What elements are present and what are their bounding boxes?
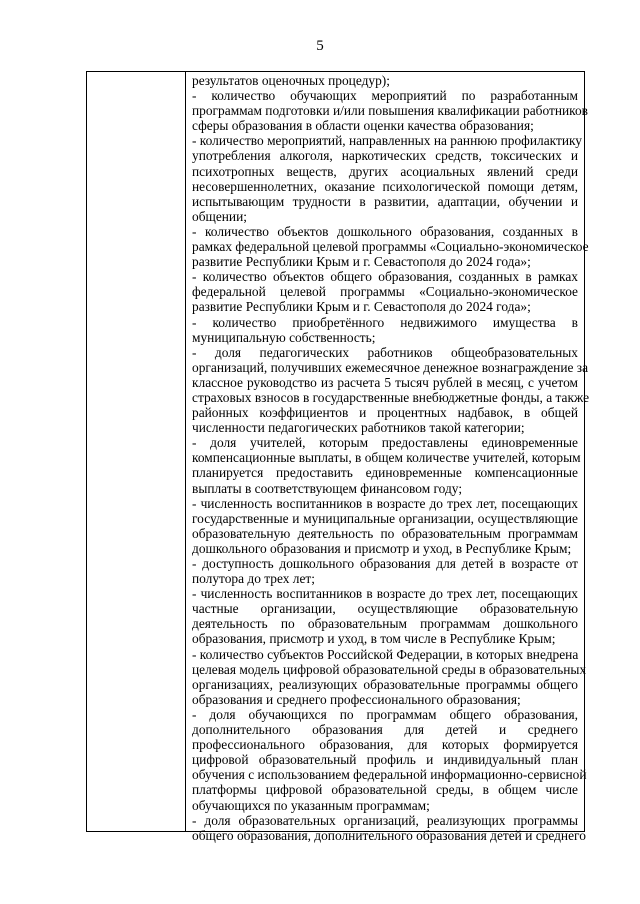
text-line: - количество мероприятий, направленных на раннюю профилактику bbox=[192, 133, 583, 149]
text-line: общении; bbox=[192, 208, 247, 224]
table-right-cell bbox=[186, 72, 590, 843]
text-line: государственные и муниципальные организации, осуществляющие bbox=[192, 510, 578, 526]
text-line: цифровой образовательный профиль и индивидуальный план bbox=[192, 752, 578, 768]
text-line: - доля обучающихся по программам общего образования, bbox=[192, 706, 578, 722]
text-line: планируется предоставить единовременные компенсационные bbox=[192, 465, 578, 481]
text-line: - доля педагогических работников общеобразовательных bbox=[192, 344, 578, 360]
document-table bbox=[86, 71, 590, 843]
text-line: результатов оценочных процедур); bbox=[192, 73, 390, 88]
text-line: полутора до трех лет; bbox=[192, 571, 315, 587]
text-line: развитие Республики Крым и г. Севастополя до 2024 года»; bbox=[192, 299, 531, 315]
text-line: платформы цифровой образовательной среды, в общем числе bbox=[192, 782, 578, 798]
page-number: 5 bbox=[316, 38, 324, 54]
text-line: классное руководство из расчета 5 тысяч рублей в месяц, с учетом bbox=[192, 374, 578, 390]
text-line: - количество объектов общего образования, созданных в рамках bbox=[192, 269, 578, 285]
text-line: - доля образовательных организаций, реализующих программы bbox=[192, 812, 578, 828]
text-line: употребления алкоголя, наркотических средств, токсических и bbox=[192, 148, 578, 164]
text-line: сферы образования в области оценки качества образования; bbox=[192, 118, 534, 134]
table-left-cell bbox=[87, 72, 186, 831]
text-line: муниципальную собственность; bbox=[192, 329, 376, 345]
text-line: частные организации, осуществляющие образовательную bbox=[192, 601, 578, 617]
text-line: компенсационные выплаты, в общем количестве учителей, которым bbox=[192, 450, 581, 466]
text-line: обучающихся по указанным программам; bbox=[192, 797, 430, 813]
text-line: - количество объектов дошкольного образования, созданных в bbox=[192, 223, 578, 239]
text-line: дополнительного образования для детей и среднего bbox=[192, 722, 578, 738]
text-line: деятельность по образовательным программам дошкольного bbox=[192, 616, 578, 632]
text-line: выплаты в соответствующем финансовом году; bbox=[192, 480, 463, 496]
text-line: организаций, получивших ежемесячное денежное вознаграждение за bbox=[192, 359, 589, 375]
text-line: профессионального образования, для которых формируется bbox=[192, 737, 578, 753]
text-line: федеральной целевой программы «Социально-экономическое bbox=[192, 284, 578, 300]
text-line: - доступность дошкольного образования для детей в возрасте от bbox=[192, 556, 578, 571]
text-line: несовершеннолетних, оказание психологической помощи детям, bbox=[192, 178, 578, 194]
text-line: испытывающим трудности в развитии, адаптации, обучении и bbox=[192, 193, 578, 209]
text-line: дошкольного образования и присмотр и уход, в Республике Крым; bbox=[192, 540, 572, 556]
text-line: образования, присмотр и уход, в том числе в Республике Крым; bbox=[192, 631, 556, 647]
text-line: - количество обучающих мероприятий по разработанным bbox=[192, 88, 578, 104]
text-line: - численность воспитанников в возрасте до трех лет, посещающих bbox=[192, 586, 578, 602]
text-line: - количество субъектов Российской Федерации, в которых внедрена bbox=[192, 646, 579, 662]
text-line: организациях, реализующих образовательные программы общего bbox=[192, 676, 578, 692]
text-line: страховых взносов в государственные внебюджетные фонды, а также bbox=[192, 389, 590, 405]
text-line: общего образования, дополнительного образования детей и среднего bbox=[192, 827, 586, 843]
text-line: программам подготовки и/или повышения квалификации работников bbox=[192, 103, 589, 119]
text-line: образовательную деятельность по образовательным программам bbox=[192, 525, 578, 541]
text-line: развитие Республики Крым и г. Севастополя до 2024 года»; bbox=[192, 254, 531, 270]
text-line: обучения с использованием федеральной информационно-сервисной bbox=[192, 767, 587, 783]
text-line: - количество приобретённого недвижимого имущества в bbox=[192, 314, 578, 330]
text-line: численности педагогических работников такой категории; bbox=[192, 420, 525, 436]
text-line: районных коэффициентов и процентных надбавок, в общей bbox=[192, 405, 578, 421]
text-line: образования и среднего профессионального образования; bbox=[192, 691, 521, 707]
text-line: - доля учителей, которым предоставлены единовременные bbox=[192, 435, 578, 451]
text-line: - численность воспитанников в возрасте до трех лет, посещающих bbox=[192, 495, 578, 511]
text-line: целевая модель цифровой образовательной среды в образовательных bbox=[192, 661, 587, 677]
text-line: рамках федеральной целевой программы «Социально-экономическое bbox=[192, 239, 589, 255]
text-line: психотропных веществ, других асоциальных явлений среди bbox=[192, 163, 578, 179]
